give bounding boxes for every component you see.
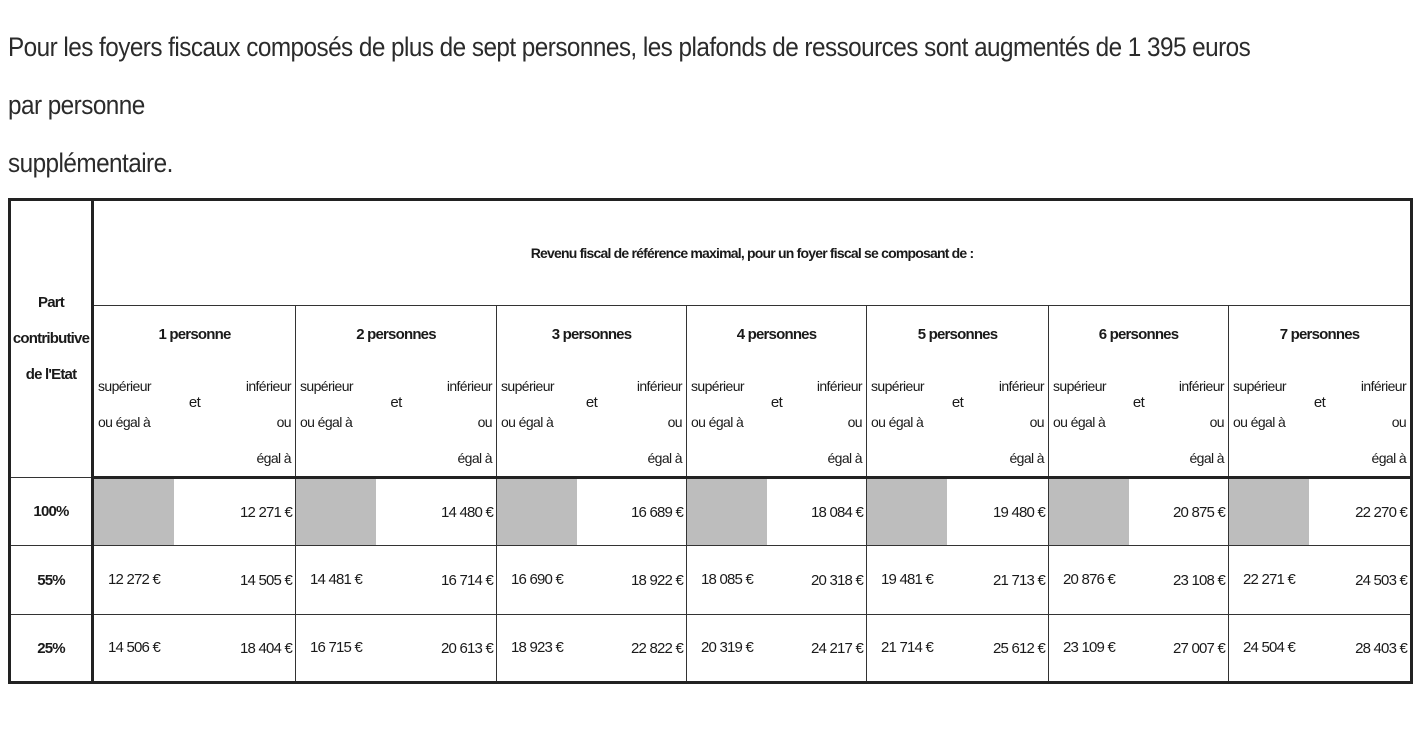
lower-bound-value: 19 481 € — [881, 571, 933, 588]
lower-bound-label-line-2: ou égal à — [871, 414, 924, 430]
upper-bound-label-line-2: égal à — [1189, 450, 1224, 466]
upper-bound-label-line-1: inférieur ou — [816, 378, 862, 430]
upper-bound-value: 18 922 € — [631, 571, 683, 589]
upper-bound-label — [984, 368, 1044, 476]
bounds-header — [497, 362, 687, 478]
table-cell — [296, 478, 497, 546]
bounds-header — [1229, 362, 1412, 478]
upper-bound-value: 28 403 € — [1355, 639, 1408, 657]
income-ceiling-table-container — [8, 198, 1410, 684]
lower-bound-label-line-1: supérieur — [1233, 378, 1286, 394]
lower-bound-value — [1229, 479, 1309, 545]
and-label: et — [585, 394, 598, 411]
upper-bound-label — [1164, 368, 1224, 476]
bounds-header — [93, 362, 296, 478]
upper-bound-label — [231, 368, 291, 476]
lower-bound-label-line-1: supérieur — [871, 378, 924, 394]
upper-bound-label-line-1: inférieur ou — [1178, 378, 1224, 430]
lower-bound-value — [687, 479, 767, 545]
lower-bound-label-line-1: supérieur — [691, 378, 744, 394]
and-label: et — [770, 394, 783, 411]
lower-bound-label-line-2: ou égal à — [98, 414, 151, 430]
lower-bound-value — [94, 479, 174, 545]
upper-bound-value: 20 875 € — [1173, 503, 1225, 521]
upper-bound-label — [622, 368, 682, 476]
and-label: et — [390, 394, 402, 411]
lower-bound-value: 18 085 € — [701, 571, 753, 588]
lower-bound-label — [691, 368, 751, 476]
lower-bound-label — [98, 368, 158, 476]
lower-bound-value: 20 319 € — [701, 639, 753, 656]
lower-bound-label-line-1: supérieur — [300, 378, 353, 394]
upper-bound-value: 24 217 € — [811, 639, 863, 657]
upper-bound-label-line-1: inférieur ou — [998, 378, 1044, 430]
upper-bound-label-line-2: égal à — [457, 450, 492, 466]
intro-paragraph — [8, 18, 1268, 192]
table-cell — [1229, 478, 1412, 546]
header-row-groups — [10, 306, 1412, 363]
upper-bound-value: 14 505 € — [240, 571, 292, 589]
group-header: 4 personnes — [687, 306, 867, 363]
upper-bound-label-line-1: inférieur ou — [636, 378, 682, 430]
table-cell — [687, 546, 867, 615]
upper-bound-label — [1346, 368, 1406, 476]
lower-bound-label — [501, 368, 561, 476]
lower-bound-label-line-2: ou égal à — [1233, 414, 1286, 430]
table-cell — [93, 546, 296, 615]
upper-bound-value: 20 613 € — [441, 639, 493, 657]
group-header: 6 personnes — [1049, 306, 1229, 363]
table-cell — [867, 615, 1049, 683]
upper-bound-value: 25 612 € — [993, 639, 1045, 657]
row-label: 25% — [10, 615, 93, 683]
table-cell — [93, 615, 296, 683]
and-label: et — [188, 394, 201, 411]
upper-bound-label — [802, 368, 862, 476]
upper-bound-label-line-2: égal à — [256, 450, 291, 466]
table-cell — [296, 546, 497, 615]
group-header: 5 personnes — [867, 306, 1049, 363]
revenue-header: Revenu fiscal de référence maximal, pour un foyer fiscal se composant de : — [93, 200, 1412, 306]
lower-bound-label-line-2: ou égal à — [691, 414, 744, 430]
upper-bound-value: 16 689 € — [631, 503, 683, 521]
table-cell — [687, 615, 867, 683]
upper-bound-label — [432, 368, 492, 476]
table-cell — [867, 546, 1049, 615]
lower-bound-label-line-1: supérieur — [1053, 378, 1106, 394]
lower-bound-value: 16 690 € — [511, 571, 563, 588]
header-row-revenue — [10, 200, 1412, 306]
and-label: et — [1132, 394, 1145, 411]
upper-bound-label-line-2: égal à — [1371, 450, 1407, 466]
lower-bound-value: 12 272 € — [108, 571, 160, 588]
lower-bound-value: 21 714 € — [881, 639, 933, 656]
upper-bound-value: 19 480 € — [993, 503, 1045, 521]
upper-bound-value: 16 714 € — [441, 571, 493, 589]
upper-bound-value: 14 480 € — [441, 503, 493, 521]
lower-bound-value: 14 481 € — [310, 571, 362, 588]
group-header: 3 personnes — [497, 306, 687, 363]
lower-bound-label — [1233, 368, 1293, 476]
row-label: 55% — [10, 546, 93, 615]
part-header-line-2: contributive — [12, 330, 90, 347]
lower-bound-value: 22 271 € — [1243, 571, 1295, 588]
lower-bound-value: 20 876 € — [1063, 571, 1115, 588]
table-cell — [497, 615, 687, 683]
upper-bound-label-line-2: égal à — [827, 450, 862, 466]
table-cell — [93, 478, 296, 546]
table-cell — [296, 615, 497, 683]
lower-bound-value: 24 504 € — [1243, 639, 1295, 656]
lower-bound-value — [497, 479, 577, 545]
bounds-header — [867, 362, 1049, 478]
table-cell — [497, 546, 687, 615]
table-cell — [1049, 546, 1229, 615]
table-cell — [1229, 615, 1412, 683]
lower-bound-value — [1049, 479, 1129, 545]
income-ceiling-table — [8, 198, 1413, 684]
upper-bound-value: 18 084 € — [811, 503, 863, 521]
lower-bound-value: 23 109 € — [1063, 639, 1115, 656]
lower-bound-label — [871, 368, 931, 476]
table-row — [10, 546, 1412, 615]
lower-bound-label-line-2: ou égal à — [1053, 414, 1106, 430]
upper-bound-label-line-1: inférieur ou — [245, 378, 291, 430]
lower-bound-label-line-2: ou égal à — [300, 414, 353, 430]
header-row-bounds — [10, 362, 1412, 478]
bounds-header — [1049, 362, 1229, 478]
part-contributive-header — [10, 200, 93, 478]
lower-bound-value: 16 715 € — [310, 639, 362, 656]
upper-bound-value: 22 822 € — [631, 639, 683, 657]
upper-bound-value: 18 404 € — [240, 639, 292, 657]
lower-bound-value — [296, 479, 376, 545]
lower-bound-value: 18 923 € — [511, 639, 563, 656]
lower-bound-value: 14 506 € — [108, 639, 160, 656]
table-cell — [1229, 546, 1412, 615]
upper-bound-value: 21 713 € — [993, 571, 1045, 589]
table-cell — [1049, 615, 1229, 683]
table-cell — [1049, 478, 1229, 546]
upper-bound-value: 12 271 € — [240, 503, 292, 521]
lower-bound-label-line-1: supérieur — [501, 378, 554, 394]
row-label: 100% — [10, 478, 93, 546]
and-label: et — [1313, 394, 1326, 411]
upper-bound-value: 22 270 € — [1355, 503, 1408, 521]
table-cell — [497, 478, 687, 546]
group-header: 7 personnes — [1229, 306, 1412, 363]
lower-bound-label — [300, 368, 360, 476]
intro-line-2: supplémentaire. — [8, 148, 173, 178]
upper-bound-label-line-1: inférieur ou — [446, 378, 492, 430]
upper-bound-value: 24 503 € — [1355, 571, 1408, 589]
upper-bound-label-line-2: égal à — [1009, 450, 1044, 466]
upper-bound-label-line-2: égal à — [647, 450, 682, 466]
intro-line-1: Pour les foyers fiscaux composés de plus de sept personnes, les plafonds de ressources sont augmentés de 1 395 euros par personne — [8, 32, 1251, 120]
table-row — [10, 615, 1412, 683]
upper-bound-value: 27 007 € — [1173, 639, 1225, 657]
and-label: et — [951, 394, 964, 411]
bounds-header — [687, 362, 867, 478]
lower-bound-label-line-1: supérieur — [98, 378, 151, 394]
group-header: 1 personne — [93, 306, 296, 363]
upper-bound-label-line-1: inférieur ou — [1360, 378, 1407, 430]
upper-bound-value: 20 318 € — [811, 571, 863, 589]
lower-bound-value — [867, 479, 947, 545]
table-row — [10, 478, 1412, 546]
upper-bound-value: 23 108 € — [1173, 571, 1225, 589]
table-cell — [687, 478, 867, 546]
lower-bound-label — [1053, 368, 1113, 476]
group-header: 2 personnes — [296, 306, 497, 363]
part-header-line-1: Part — [38, 294, 64, 311]
lower-bound-label-line-2: ou égal à — [501, 414, 554, 430]
table-cell — [867, 478, 1049, 546]
bounds-header — [296, 362, 497, 478]
part-header-line-3: de l'Etat — [25, 366, 77, 383]
